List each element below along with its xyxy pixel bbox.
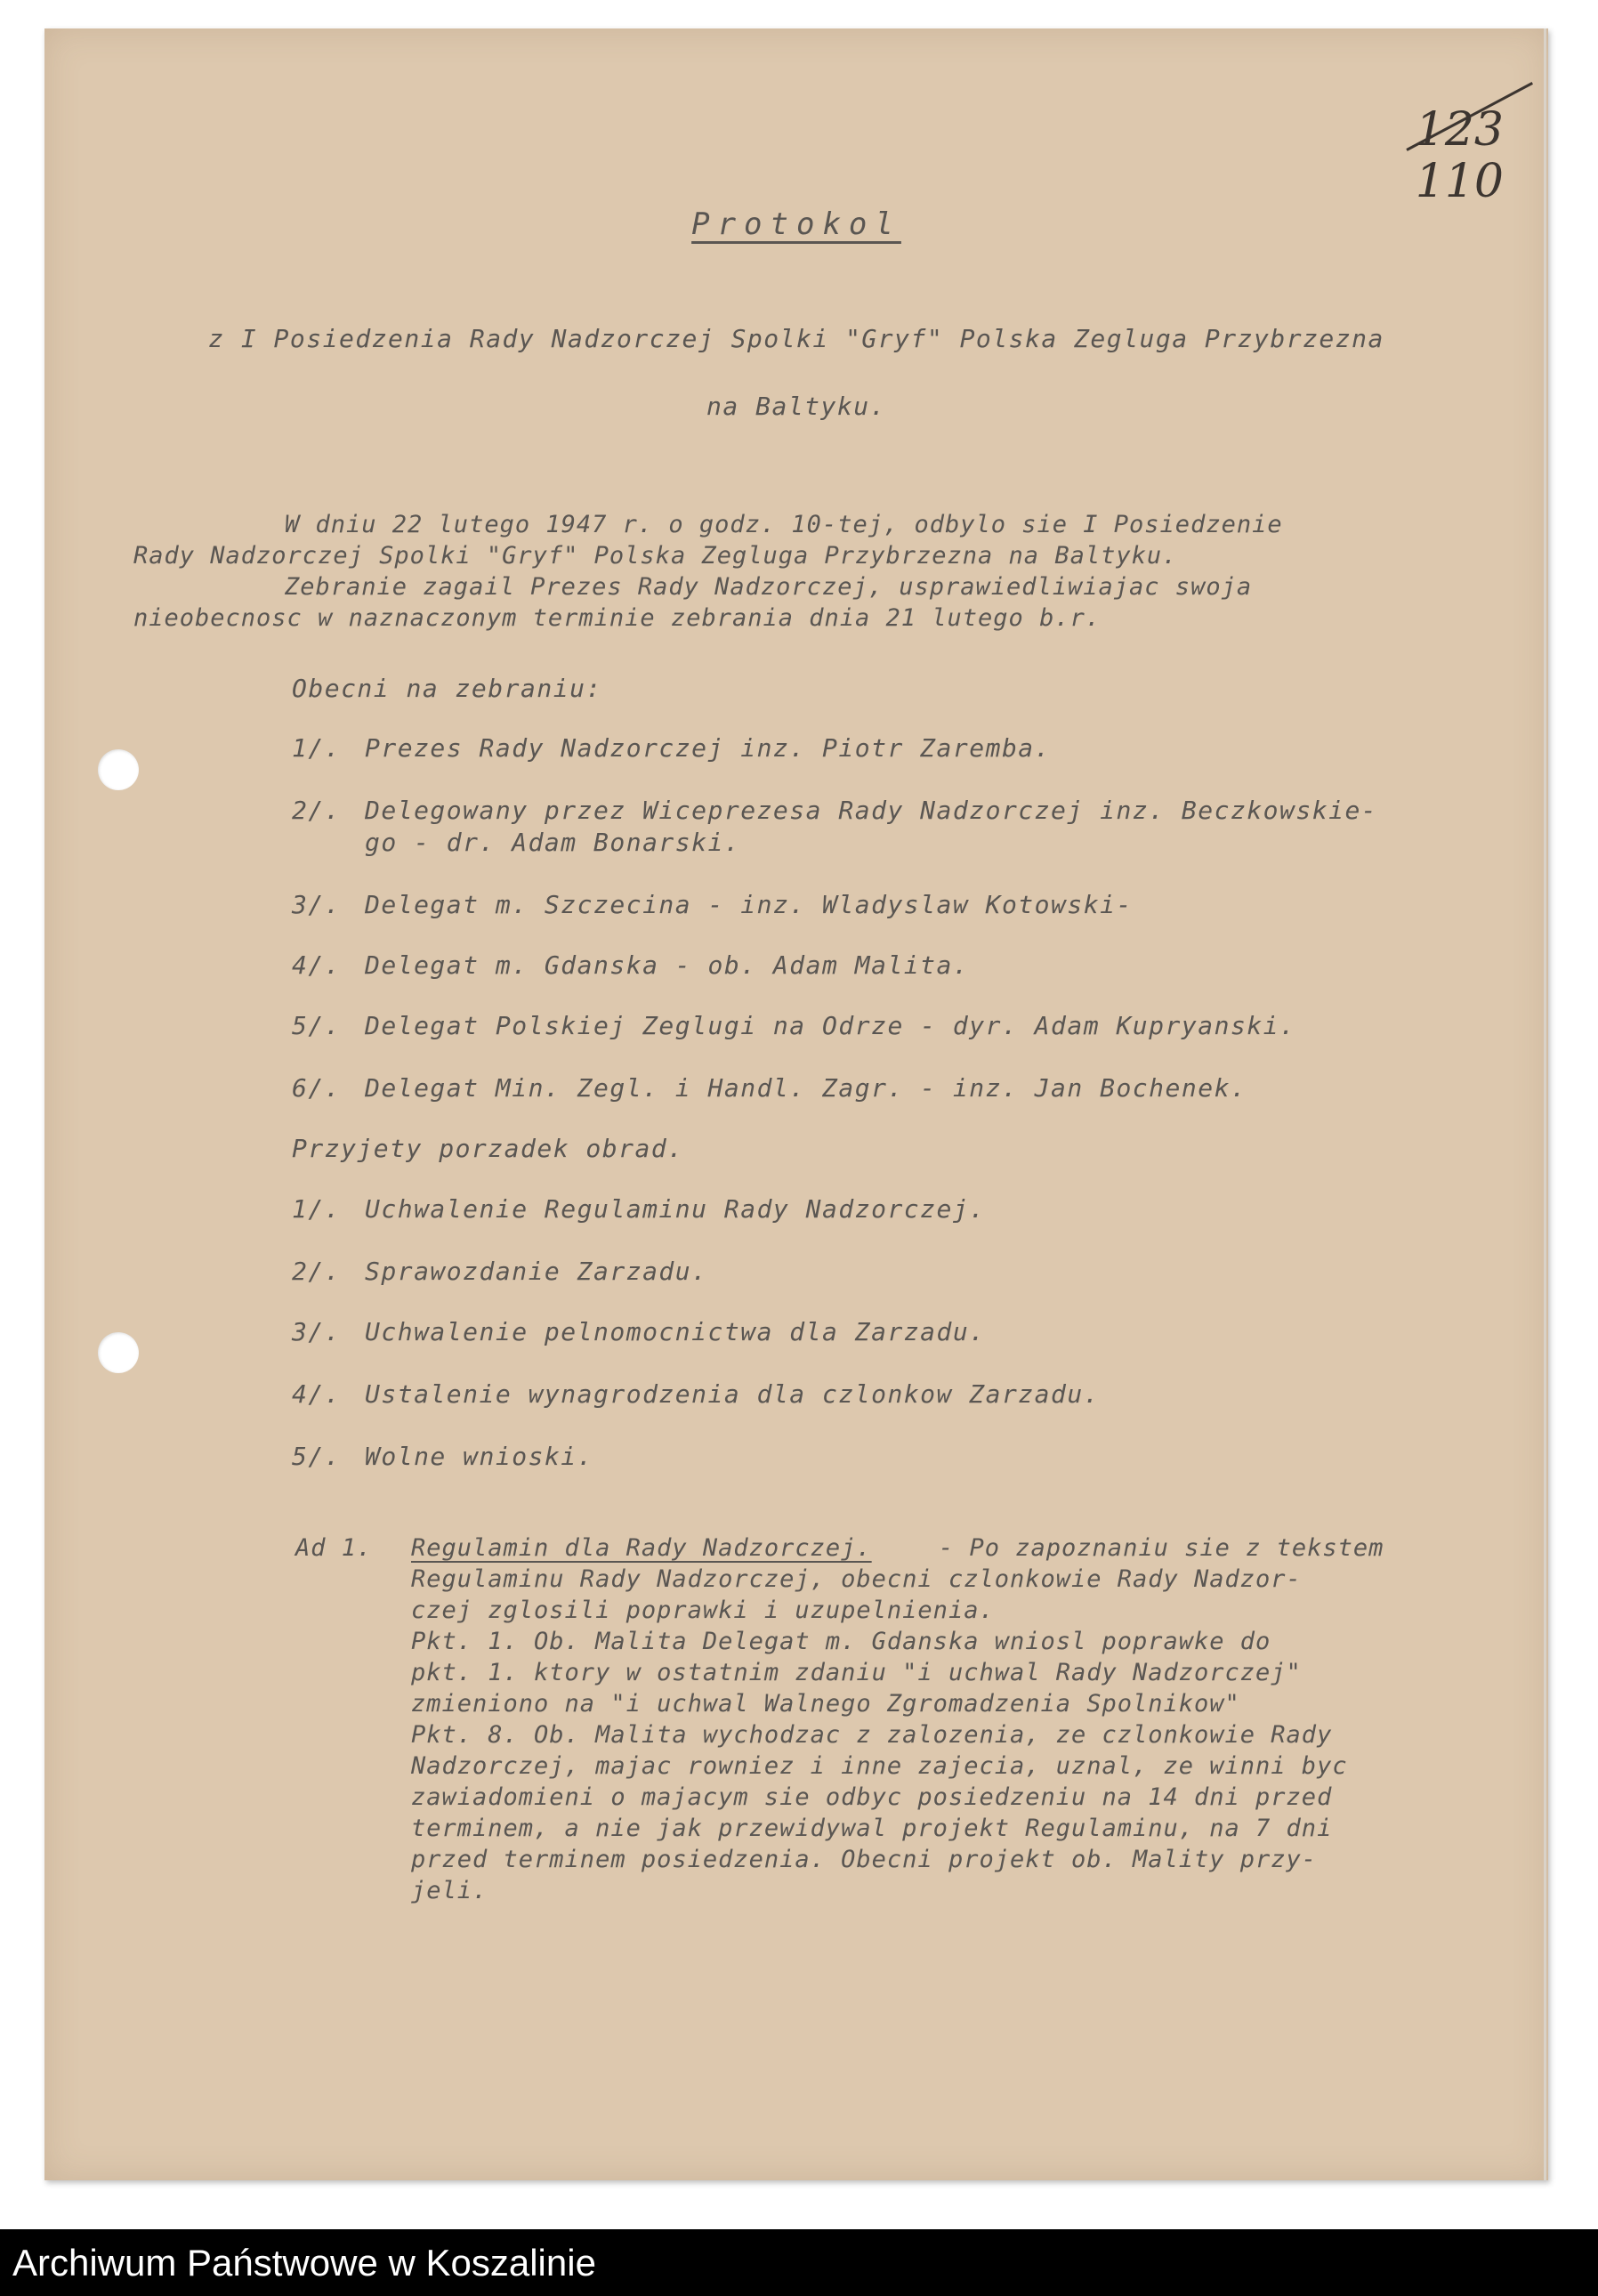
agenda-text: Ustalenie wynagrodzenia dla czlonkow Zarzadu. xyxy=(365,1379,1101,1409)
present-heading: Obecni na zebraniu: xyxy=(292,674,602,703)
subtitle-line-1: z I Posiedzenia Rady Nadzorczej Spolki "Gryf" Polska Zegluga Przybrzezna xyxy=(208,324,1384,353)
ad1-label: Ad 1. xyxy=(295,1534,373,1562)
ad1-line: Nadzorczej, majac rowniez i inne zajecia, uznal, ze winni byc xyxy=(411,1752,1348,1780)
ad1-line: czej zglosili poprawki i uzupelnienia. xyxy=(411,1597,995,1624)
present-text: Delegat Polskiej Zeglugi na Odrze - dyr. Adam Kupryanski. xyxy=(365,1011,1296,1040)
agenda-heading: Przyjety porzadek obrad. xyxy=(292,1134,684,1163)
ad1-line: zmieniono na "i uchwal Walnego Zgromadzenia Spolnikow" xyxy=(411,1690,1240,1718)
present-num: 5/. xyxy=(292,1011,342,1040)
agenda-text: Sprawozdanie Zarzadu. xyxy=(365,1257,708,1286)
agenda-num: 5/. xyxy=(292,1442,342,1471)
document-title: Protokol xyxy=(691,206,901,242)
document-page xyxy=(44,28,1548,2180)
archive-footer xyxy=(0,2229,1598,2296)
ad1-line: jeli. xyxy=(411,1877,488,1904)
archive-page-number xyxy=(1416,104,1504,207)
ad1-line: przed terminem posiedzenia. Obecni projekt ob. Mality przy- xyxy=(411,1846,1318,1873)
intro-line: nieobecnosc w naznaczonym terminie zebrania dnia 21 lutego b.r. xyxy=(133,604,1102,632)
intro-line: Rady Nadzorczej Spolki "Gryf" Polska Zegluga Przybrzezna na Baltyku. xyxy=(133,542,1178,570)
present-text: Delegat Min. Zegl. i Handl. Zagr. - inz. Jan Bochenek. xyxy=(365,1073,1247,1103)
ad1-heading: Regulamin dla Rady Nadzorczej. xyxy=(411,1534,872,1562)
ad1-heading-rest: - Po zapoznaniu sie z tekstem xyxy=(939,1534,1384,1562)
present-text: Delegat m. Gdanska - ob. Adam Malita. xyxy=(365,950,970,980)
subtitle-line-2: na Baltyku. xyxy=(706,392,886,421)
ad1-line: Pkt. 8. Ob. Malita wychodzac z zalozenia, ze czlonkowie Rady xyxy=(411,1721,1333,1749)
ad1-line: Regulaminu Rady Nadzorczej, obecni czlonkowie Rady Nadzor- xyxy=(411,1565,1302,1593)
page-number: 110 xyxy=(1415,155,1504,208)
ad1-line: zawiadomieni o majacym sie odbyc posiedzeniu na 14 dni przed xyxy=(411,1783,1333,1811)
present-text: Delegowany przez Wiceprezesa Rady Nadzorczej inz. Beczkowskie- xyxy=(365,796,1378,825)
punch-hole xyxy=(98,749,139,790)
present-text: Prezes Rady Nadzorczej inz. Piotr Zaremba. xyxy=(365,733,1052,763)
present-num: 1/. xyxy=(292,733,342,763)
paper-edge xyxy=(1544,28,1546,2180)
present-num: 3/. xyxy=(292,890,342,919)
agenda-text: Wolne wnioski. xyxy=(365,1442,594,1471)
present-text-continued: go - dr. Adam Bonarski. xyxy=(365,828,741,857)
present-text: Delegat m. Szczecina - inz. Wladyslaw Kotowski- xyxy=(365,890,1133,919)
agenda-text: Uchwalenie pelnomocnictwa dla Zarzadu. xyxy=(365,1317,986,1346)
agenda-num: 2/. xyxy=(292,1257,342,1286)
intro-line: Zebranie zagail Prezes Rady Nadzorczej, usprawiedliwiajac swoja xyxy=(285,573,1253,601)
agenda-num: 4/. xyxy=(292,1379,342,1409)
archive-name: Archiwum Państwowe w Koszalinie xyxy=(12,2242,596,2284)
present-num: 2/. xyxy=(292,796,342,825)
agenda-text: Uchwalenie Regulaminu Rady Nadzorczej. xyxy=(365,1194,986,1224)
ad1-line: terminem, a nie jak przewidywal projekt Regulaminu, na 7 dni xyxy=(411,1815,1333,1842)
agenda-num: 1/. xyxy=(292,1194,342,1224)
present-num: 4/. xyxy=(292,950,342,980)
present-num: 6/. xyxy=(292,1073,342,1103)
ad1-line: pkt. 1. ktory w ostatnim zdaniu "i uchwal Rady Nadzorczej" xyxy=(411,1659,1302,1686)
punch-hole xyxy=(98,1332,139,1373)
crossed-page-number: 123 xyxy=(1416,104,1504,156)
agenda-num: 3/. xyxy=(292,1317,342,1346)
intro-line: W dniu 22 lutego 1947 r. o godz. 10-tej, odbylo sie I Posiedzenie xyxy=(285,511,1283,538)
ad1-line: Pkt. 1. Ob. Malita Delegat m. Gdanska wniosl poprawke do xyxy=(411,1628,1271,1655)
